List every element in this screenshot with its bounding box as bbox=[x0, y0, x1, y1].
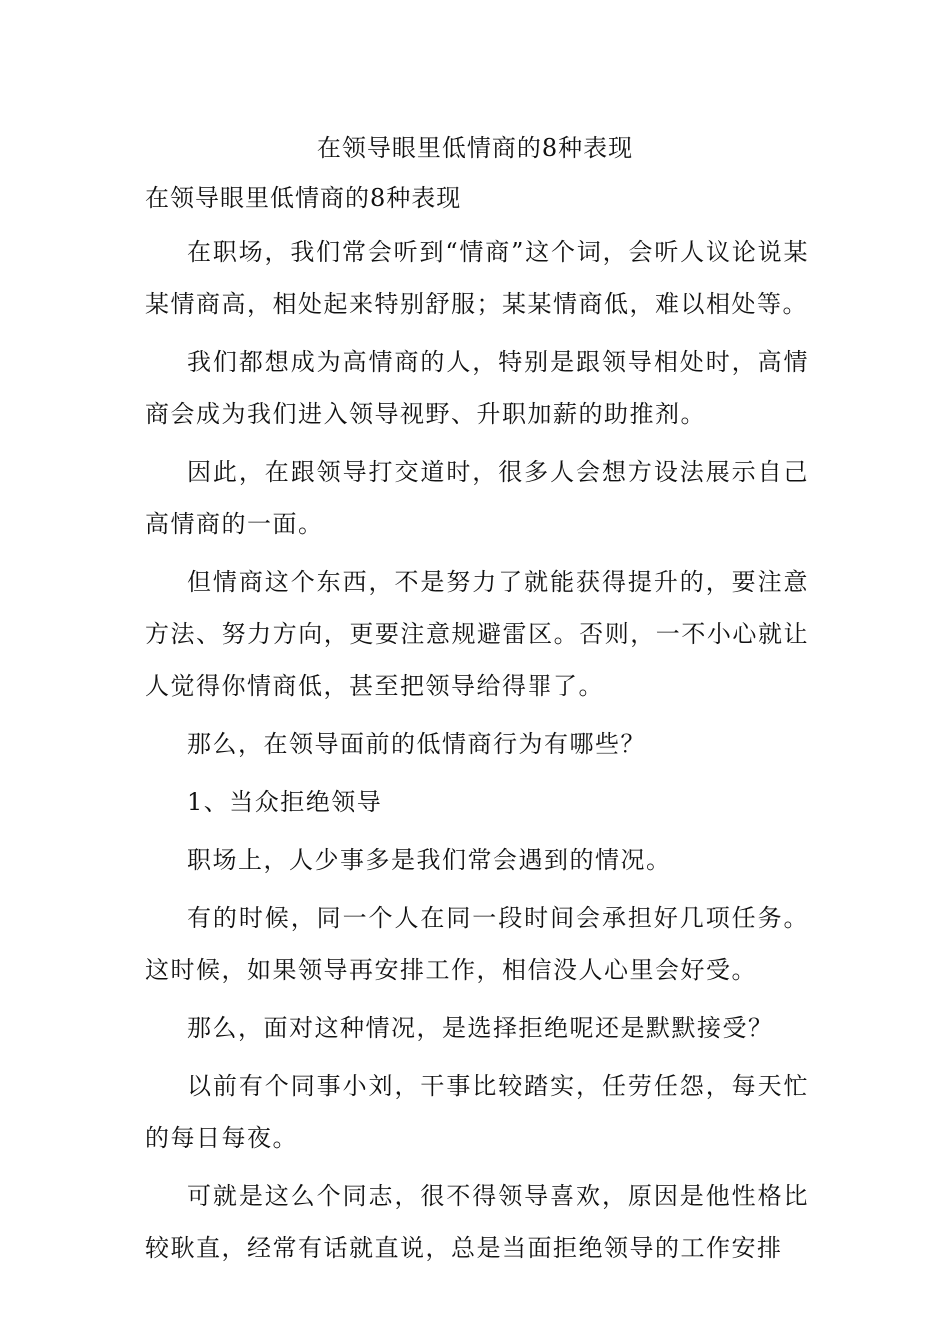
paragraph: 那么，面对这种情况，是选择拒绝呢还是默默接受？ bbox=[187, 1014, 774, 1042]
paragraph: 职场上，人少事多是我们常会遇到的情况。 bbox=[187, 846, 672, 874]
section-heading: 1、当众拒绝领导 bbox=[187, 788, 383, 816]
paragraph: 有的时候，同一个人在同一段时间会承担好几项任务。这时候，如果领导再安排工作，相信没人心里会好受。 bbox=[145, 904, 809, 984]
paragraph: 在职场，我们常会听到“情商”这个词，会听人议论说某某情商高，相处起来特别舒服；某某情商低，难以相处等。 bbox=[145, 238, 809, 318]
paragraph: 因此，在跟领导打交道时，很多人会想方设法展示自己高情商的一面。 bbox=[145, 458, 809, 538]
paragraph: 可就是这么个同志，很不得领导喜欢，原因是他性格比较耿直，经常有话就直说，总是当面拒绝领导的工作安排 bbox=[145, 1182, 809, 1262]
paragraph: 以前有个同事小刘，干事比较踏实，任劳任怨，每天忙的每日每夜。 bbox=[145, 1072, 809, 1152]
document-title: 在领导眼里低情商的8种表现 bbox=[316, 134, 634, 162]
paragraph: 那么，在领导面前的低情商行为有哪些？ bbox=[187, 730, 646, 758]
paragraph: 我们都想成为高情商的人，特别是跟领导相处时，高情商会成为我们进入领导视野、升职加薪的助推剂。 bbox=[145, 348, 809, 428]
document-subtitle: 在领导眼里低情商的8种表现 bbox=[145, 184, 462, 212]
document-body bbox=[145, 226, 809, 1280]
paragraph: 但情商这个东西，不是努力了就能获得提升的，要注意方法、努力方向，更要注意规避雷区。否则，一不小心就让人觉得你情商低，甚至把领导给得罪了。 bbox=[145, 568, 809, 700]
